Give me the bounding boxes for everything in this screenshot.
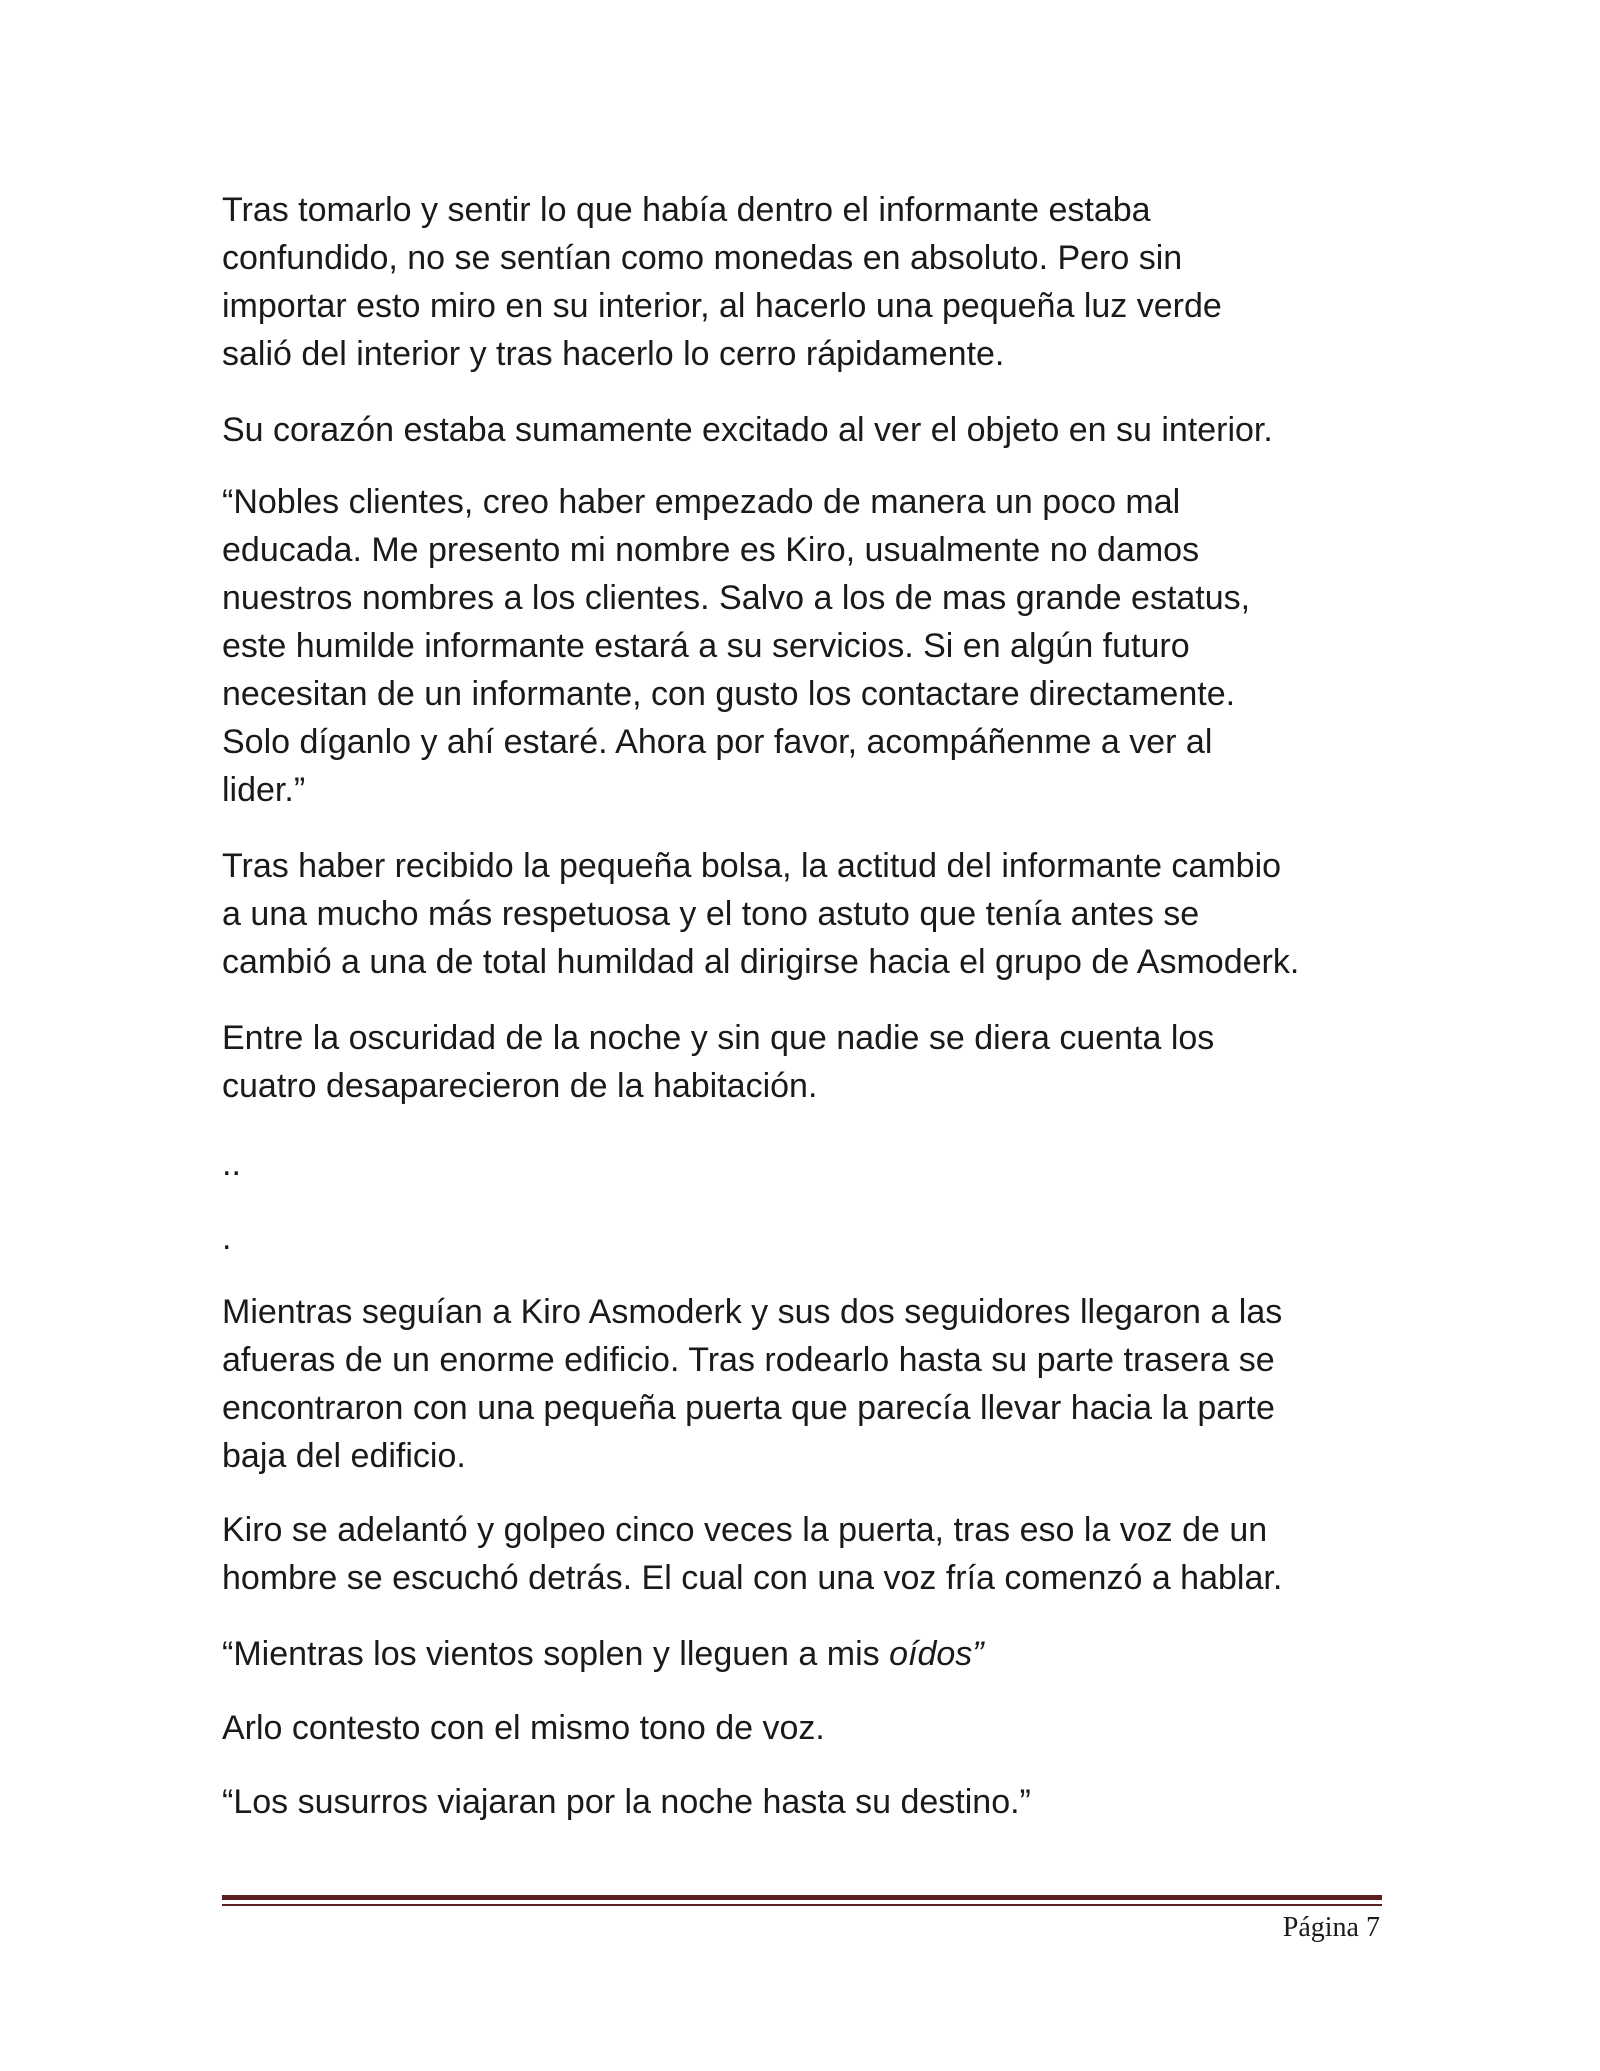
paragraph-8 <box>222 1630 1422 1678</box>
paragraph-1: Tras tomarlo y sentir lo que había dentro el informante estaba confundido, no se sentían como monedas en absoluto. Pero sin importar esto miro en su interior, al hacerlo una pequeña luz verde salió del interior y tras hacerlo lo cerro rápidamente. <box>222 191 1222 373</box>
paragraph-8-text: “Mientras los vientos soplen y lleguen a mis <box>222 1635 890 1673</box>
paragraph-8-italic: oídos” <box>889 1635 984 1673</box>
paragraph-3: “Nobles clientes, creo haber empezado de manera un poco mal educada. Me presento mi nombre es Kiro, usualmente no damos nuestros nombres a los clientes. Salvo a los de mas grande estatus, este humilde informante estará a su servicios. Si en algún futuro necesitan de un informante, con gusto los contactare directamente. Solo díganlo y ahí estaré. Ahora por favor, acompáñenme a ver al lider.” <box>222 483 1251 809</box>
paragraph-2: Su corazón estaba sumamente excitado al ver el objeto en su interior. <box>222 411 1273 449</box>
paragraph-6: Mientras seguían a Kiro Asmoderk y sus dos seguidores llegaron a las afueras de un enorme edificio. Tras rodearlo hasta su parte trasera se encontraron con una pequeña puerta que parecía llevar hacia la parte baja del edificio. <box>222 1293 1283 1475</box>
paragraph-4: Tras haber recibido la pequeña bolsa, la actitud del informante cambio a una mucho más respetuosa y el tono astuto que tenía antes se cambió a una de total humildad al dirigirse hacia el grupo de Asmoderk. <box>222 847 1300 981</box>
paragraph-9: Arlo contesto con el mismo tono de voz. <box>222 1709 825 1747</box>
page-number: Página 7 <box>1282 1912 1380 1943</box>
footer-rule-thin <box>222 1904 1382 1906</box>
paragraph-7: Kiro se adelantó y golpeo cinco veces la puerta, tras eso la voz de un hombre se escuchó detrás. El cual con una voz fría comenzó a hablar. <box>222 1511 1283 1597</box>
scene-break-dots: .. <box>222 1145 241 1183</box>
paragraph-10: “Los susurros viajaran por la noche hasta su destino.” <box>222 1783 1031 1821</box>
paragraph-5: Entre la oscuridad de la noche y sin que nadie se diera cuenta los cuatro desaparecieron de la habitación. <box>222 1019 1215 1105</box>
footer-rule-thick <box>222 1895 1382 1900</box>
scene-break-dot: . <box>222 1219 232 1257</box>
